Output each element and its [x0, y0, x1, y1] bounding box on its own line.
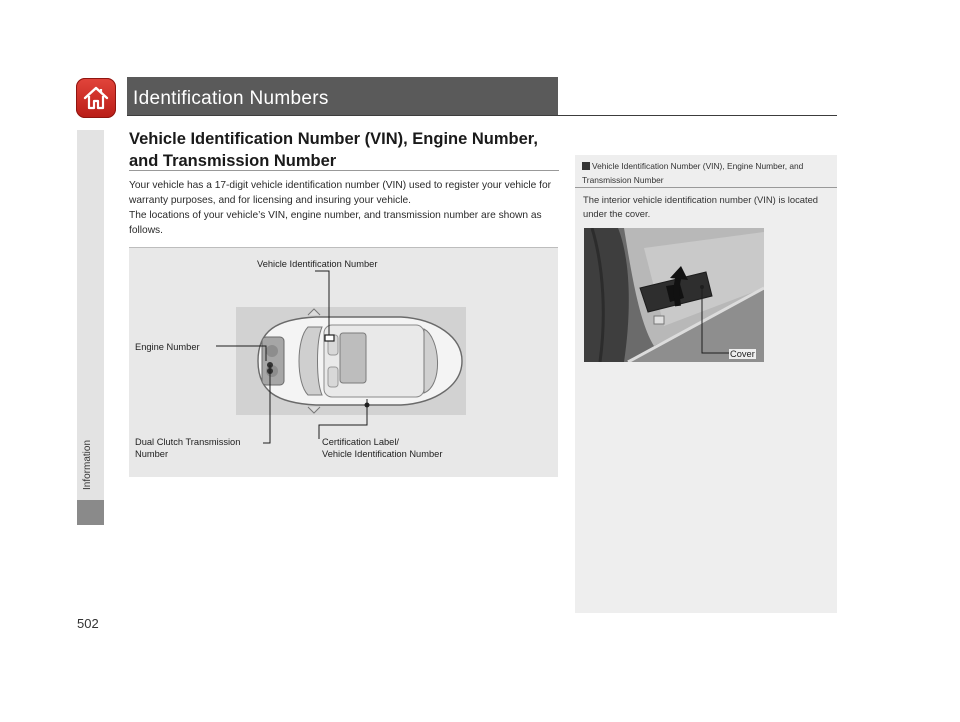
paragraph-locations: The locations of your vehicle’s VIN, engine number, and transmission number are shown as follows.: [129, 210, 542, 236]
note-heading: [582, 159, 822, 187]
note-heading-text: Vehicle Identification Number (VIN), Engine Number, and Transmission Number: [582, 161, 804, 185]
header-divider: [127, 115, 837, 116]
note-divider: [575, 187, 837, 188]
note-text: The interior vehicle identification number (VIN) is located under the cover.: [583, 194, 819, 219]
section-divider: [129, 170, 559, 171]
dct-label-line1: Dual Clutch Transmission: [135, 437, 241, 447]
cover-callout-label: Cover: [730, 349, 755, 359]
page-title: Identification Numbers: [133, 88, 329, 109]
side-tab-marker: [77, 500, 104, 525]
side-tab-label: Information: [82, 439, 93, 490]
dct-label-line2: Number: [135, 449, 169, 459]
section-heading: Vehicle Identification Number (VIN), Engine Number, and Transmission Number: [129, 130, 538, 170]
certification-label-callout: [322, 436, 442, 460]
cert-label-line1: Certification Label/: [322, 437, 399, 447]
page-number: 502: [77, 616, 99, 631]
note-marker-icon: [582, 162, 590, 170]
dct-number-callout-label: [135, 436, 240, 460]
vin-callout-label: Vehicle Identification Number: [257, 259, 378, 269]
home-icon: [82, 84, 110, 112]
engine-number-callout-label: Engine Number: [135, 342, 200, 352]
note-panel: [575, 155, 837, 613]
paragraph-vin-intro: Your vehicle has a 17-digit vehicle identification number (VIN) used to register your vehicle for warranty purposes, and for licensing and insuring your vehicle.: [129, 180, 552, 206]
home-button[interactable]: [76, 78, 116, 118]
cert-label-line2: Vehicle Identification Number: [322, 449, 443, 459]
